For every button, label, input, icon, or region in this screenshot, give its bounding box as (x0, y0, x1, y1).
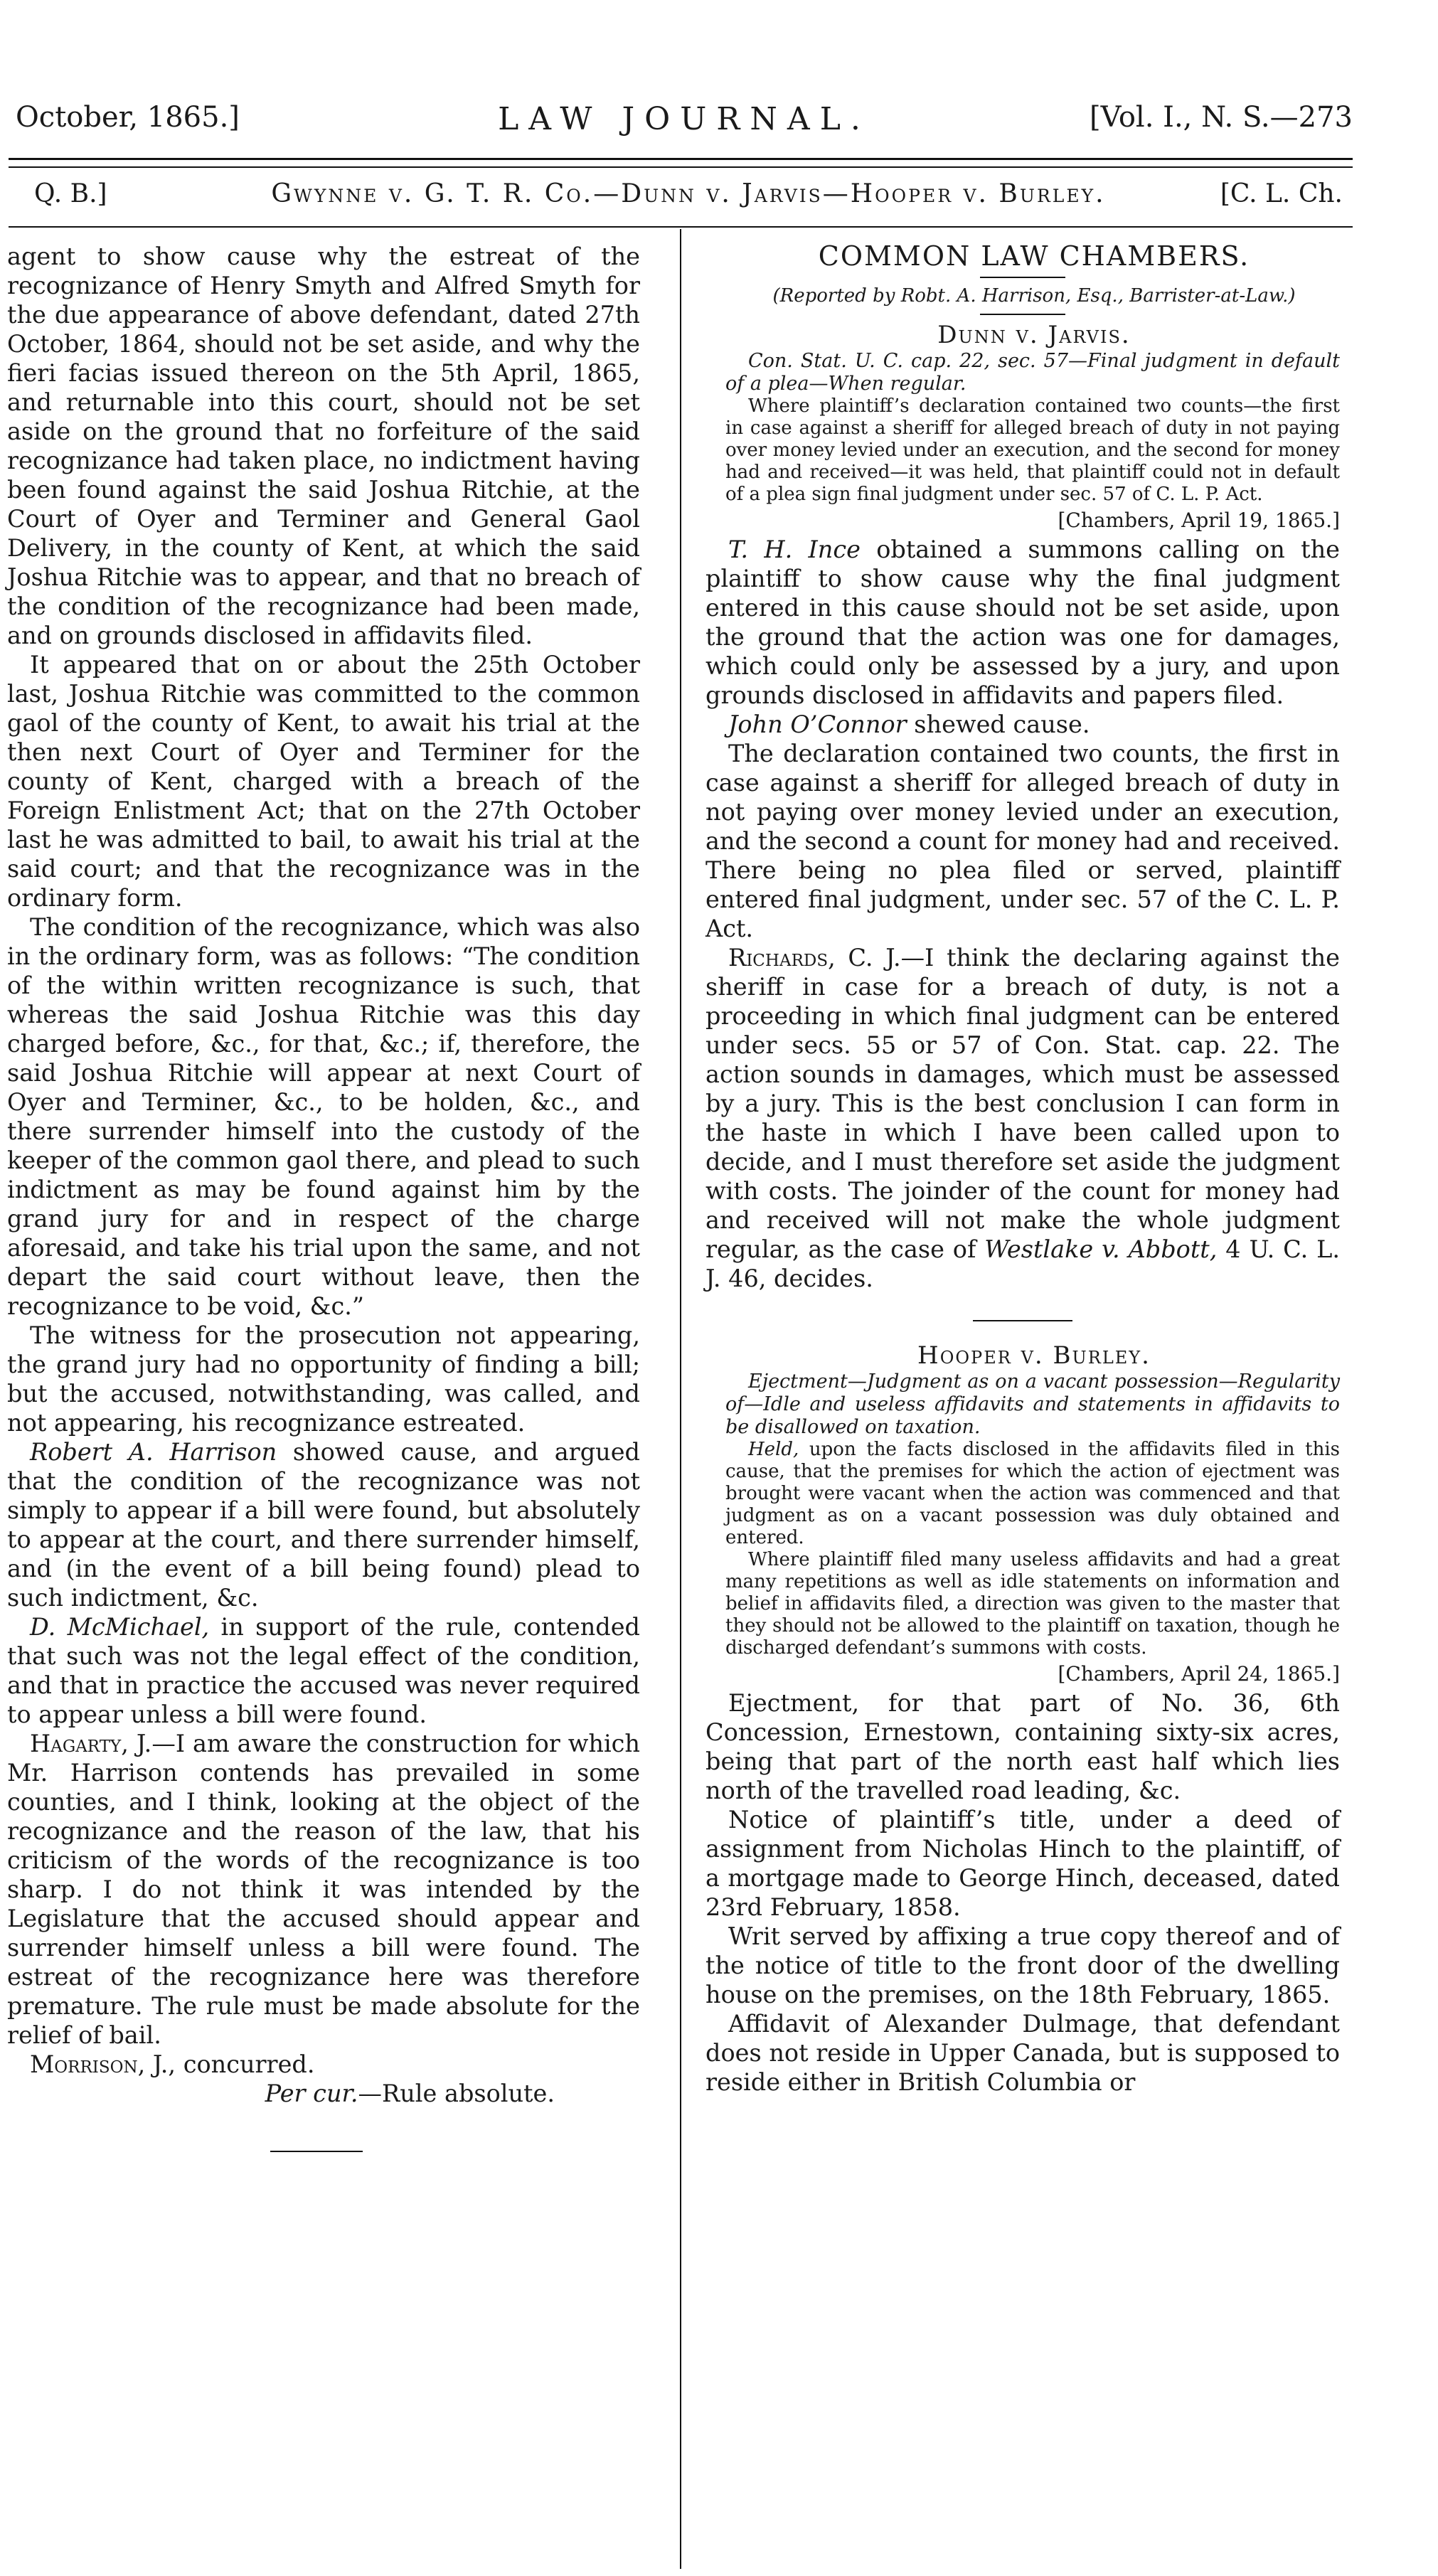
catchwords: Con. Stat. U. C. cap. 22, sec. 57—Final judgment in default of a plea—When regular. (725, 350, 1340, 395)
running-head (16, 101, 1353, 144)
paragraph: It appeared that on or about the 25th October last, Joshua Ritchie was committed to the common gaol of the county of Kent, to await his trial at the then next Court of Oyer and Terminer for the county of Kent, charged with a breach of the Foreign Enlistment Act; that on the 27th October last he was admitted to bail, to await his trial at the said court; and that the recognizance was in the ordinary form. (7, 651, 640, 912)
paragraph-text: concurred. (176, 2050, 315, 2078)
chambers-date: [Chambers, April 24, 1865.] (1058, 1662, 1340, 1686)
counsel-name: John O’Connor (728, 710, 907, 738)
judge-name: Hagarty, J. (30, 1730, 152, 1757)
paragraph-text: —I am aware the construction for which Mr. Harrison contends has prevailed in some counties, and I think, looking at the object of the recognizance and the reason of the law, that his criticism of the words of the recognizance is too sharp. I do not think it was intended by the Legislature that the accused should appear and surrender himself unless a bill were found. The estreat of the recognizance here was therefore premature. The rule must be made absolute for the relief of bail. (7, 1730, 640, 2049)
paragraph: Writ served by affixing a true copy thereof and of the notice of title to the front door of the dwelling house on the premises, on the 18th February, 1865. (705, 1922, 1340, 2008)
headnote-text: upon the facts disclosed in the affidavits filed in this cause, that the premises for which the action of ejectment was brought were vacant when the action was commenced and that judgment as on a vacant possession was duly obtained and entered. (725, 1439, 1340, 1548)
held-label: Held, (748, 1439, 799, 1460)
reporter-line: (Reported by Robt. A. Harrison, Esq., Barrister-at-Law.) (772, 285, 1296, 307)
court-left-label: Q. B.] (34, 179, 107, 208)
header-double-rule (9, 158, 1353, 168)
header-rule (9, 226, 1353, 228)
right-column (705, 242, 1340, 2097)
judgment-paragraph (705, 943, 1340, 1293)
counsel-name: Robert A. Harrison (30, 1438, 277, 1466)
per-curiam-line (7, 2079, 640, 2108)
headnote (705, 1439, 1340, 1549)
end-rule (270, 2151, 363, 2152)
paragraph: Affidavit of Alexander Dulmage, that defendant does not reside in Upper Canada, but is supposed to reside either in British Columbia or (705, 2010, 1340, 2096)
section-heading: COMMON LAW CHAMBERS. (818, 240, 1250, 272)
paragraph: The declaration contained two counts, the first in case against a sheriff for alleged breach of duty in not paying over money levied under an execution, and the second a count for money had and received. There being no plea filed or served, plaintiff entered final judgment, under sec. 57 of the C. L. P. Act. (705, 740, 1340, 942)
column-divider (680, 229, 681, 2569)
judge-name: Morrison, J., (30, 2050, 176, 2078)
case-title-dunn-jarvis: Dunn v. Jarvis. (937, 321, 1131, 349)
headnote: Where plaintiff’s declaration contained two counts—the first in case against a sheriff for alleged breach of duty in not paying over money levied under an execution, and the second for money had and received—it was held, that plaintiff could not in default of a plea sign final judgment under sec. 57 of C. L. P. Act. (725, 395, 1340, 505)
per-cur-label: Per cur. (265, 2080, 358, 2107)
counsel-name: T. H. Ince (728, 536, 861, 563)
paragraph-text: 4 U. C. L. J. 46, decides. (705, 1235, 1340, 1292)
case-names: Gwynne v. G. T. R. Co.—Dunn v. Jarvis—Hooper v. Burley. (271, 179, 1106, 208)
chambers-date: [Chambers, April 19, 1865.] (1058, 509, 1340, 532)
paragraph-text: showed cause, and argued that the condition of the recognizance was not simply to appear if a bill were found, but absolutely to appear at the court, and there surrender himself, and (in the event of a bill being found) plead to such indictment, &c. (7, 1438, 640, 1612)
case-separator-rule (973, 1320, 1072, 1321)
journal-title: LAW JOURNAL. (498, 101, 870, 137)
paragraph (7, 2050, 640, 2079)
left-column (7, 242, 640, 2152)
paragraph-text: in support of the rule, contended that such was not the legal effect of the condition, and that in practice the accused was never required to appear unless a bill were found. (7, 1613, 640, 1728)
reporter-rule (980, 314, 1065, 315)
paragraph: The condition of the recognizance, which was also in the ordinary form, was as follows: “The condition of the within written recognizance is such, that whereas the said Joshua Ritchie was this day charged before, &c., for that, &c.; if, therefore, the said Joshua Ritchie will appear at next Court of Oyer and Terminer, &c., to be holden, &c., and there surrender himself into the custody of the keeper of the common gaol there, and plead to such indictment as may be found against him by the grand jury for and in respect of the charge aforesaid, and take his trial upon the same, and not depart the said court without leave, then the recognizance to be void, &c.” (7, 913, 640, 1320)
volume-page-number: [Vol. I., N. S.—273 (1090, 101, 1353, 134)
paragraph: Ejectment, for that part of No. 36, 6th Concession, Ernestown, containing sixty-six acres, being that part of the north east half which lies north of the travelled road leading, &c. (705, 1689, 1340, 1804)
paragraph-text: obtained a summons calling on the plaintiff to show cause why the final judgment entered in this cause should not be set aside, upon the ground that the action was one for damages, which could only be assessed by a jury, and upon grounds disclosed in affidavits and papers filed. (705, 536, 1340, 709)
paragraph: agent to show cause why the estreat of the recognizance of Henry Smyth and Alfred Smyth for the due appearance of above defendant, dated 27th October, 1864, should not be set aside, and why the fieri facias issued thereon on the 5th April, 1865, and returnable into this court, should not be set aside on the ground that no forfeiture of the said recognizance had taken place, no indictment having been found against the said Joshua Ritchie, at the Court of Oyer and Terminer and General Gaol Delivery, in the county of Kent, at which the said Joshua Ritchie was to appear, and that no breach of the condition of the recognizance had been made, and on grounds disclosed in affidavits filed. (7, 243, 640, 649)
paragraph (7, 1437, 640, 1612)
headnote: Where plaintiff filed many useless affidavits and had a great many repetitions as well as idle statements on information and belief in affidavits filed, a direction was given to the master that they should not be allowed to the plaintiff on taxation, though he discharged defendant’s summons with costs. (725, 1549, 1340, 1659)
paragraph (705, 710, 1340, 739)
case-title-hooper-burley: Hooper v. Burley. (917, 1341, 1151, 1370)
paragraph: Notice of plaintiff’s title, under a deed of assignment from Nicholas Hinch to the plaintiff, of a mortgage made to George Hinch, deceased, dated 23rd February, 1858. (705, 1806, 1340, 1921)
paragraph-text: —I think the declaring against the sheriff in case for a breach of duty, is not a proceeding in which final judgment can be entered under secs. 55 or 57 of Con. Stat. cap. 22. The action sounds in damages, which must be assessed by a jury. This is the best conclusion I can form in the haste in which I have been called upon to decide, and I must therefore set aside the judgment with costs. The joinder of the count for money had and received will not make the whole judgment regular, as the case of (705, 944, 1340, 1263)
counsel-name: D. McMichael, (30, 1613, 210, 1641)
per-cur-text: —Rule absolute. (358, 2080, 555, 2107)
catchwords: Ejectment—Judgment as on a vacant possession—Regularity of—Idle and useless affidavits and statements in affidavits to be disallowed on taxation. (725, 1371, 1340, 1438)
paragraph: The witness for the prosecution not appearing, the grand jury had no opportunity of finding a bill; but the accused, notwithstanding, was called, and not appearing, his recognizance estreated. (7, 1321, 640, 1437)
running-head-date: October, 1865.] (16, 101, 240, 134)
judgment-paragraph (7, 1729, 640, 2050)
court-right-label: [C. L. Ch. (1220, 179, 1343, 208)
case-head (34, 179, 1343, 216)
heading-rule (980, 277, 1065, 278)
cited-case: Westlake v. Abbott, (984, 1235, 1218, 1263)
paragraph-text: shewed cause. (906, 710, 1090, 738)
paragraph (705, 535, 1340, 710)
paragraph (7, 1612, 640, 1729)
judge-name: Richards, C. J. (728, 944, 901, 972)
